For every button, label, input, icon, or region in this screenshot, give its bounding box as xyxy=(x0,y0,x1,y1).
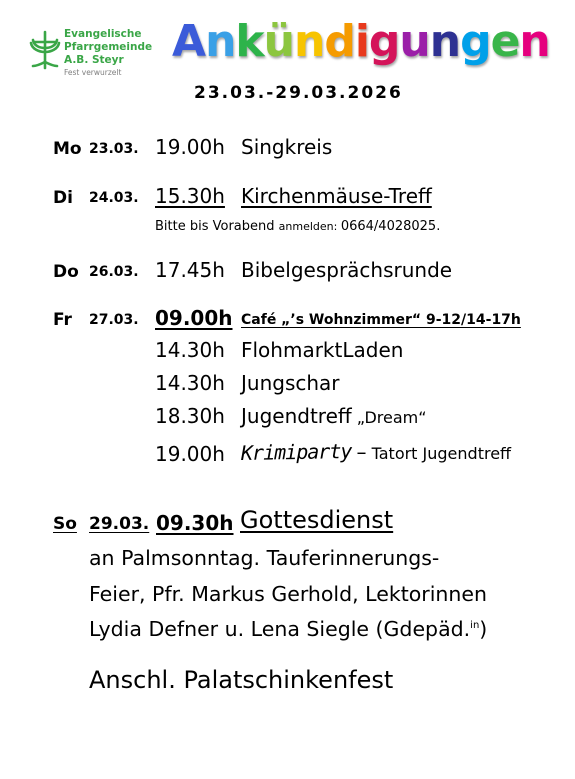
time-label: 19.00h xyxy=(155,135,225,159)
time-label: 09.30h xyxy=(156,511,234,535)
logo-tagline: Fest verwurzelt xyxy=(64,68,122,77)
logo-line-3: A.B. Steyr xyxy=(64,54,124,66)
time-label: 19.00h xyxy=(155,442,225,466)
title-letter: k xyxy=(235,16,264,67)
date-label: 29.03. xyxy=(89,514,150,534)
event-note: Bitte bis Vorabend anmelden: 0664/4028025. xyxy=(155,219,441,234)
title-letter: u xyxy=(399,16,430,67)
title-letter: g xyxy=(460,16,491,67)
event-label: Singkreis xyxy=(241,135,333,159)
title-letter: n xyxy=(293,16,325,67)
title-letter: n xyxy=(205,16,236,67)
title-letter: A xyxy=(172,16,206,67)
date-label: 24.03. xyxy=(89,190,139,206)
time-label: 14.30h xyxy=(155,371,225,395)
time-label: 15.30h xyxy=(155,184,225,208)
event-label: Jugendtreff „Dream“ xyxy=(241,404,427,428)
title-letter: e xyxy=(490,16,520,67)
time-label: 17.45h xyxy=(155,258,225,282)
date-label: 23.03. xyxy=(89,141,139,157)
title-letter: n xyxy=(429,16,461,67)
sunday-text-line: Lydia Defner u. Lena Siegle (Gdepäd.$^{in}$) xyxy=(89,617,488,641)
day-label: Di xyxy=(53,188,73,208)
logo-line-1: Evangelische xyxy=(64,28,142,40)
event-label: Kirchenmäuse-Treff xyxy=(241,184,432,208)
time-label: 09.00h xyxy=(155,306,233,330)
event-label: Bibelgesprächsrunde xyxy=(241,258,453,282)
title-letter: n xyxy=(519,16,550,67)
day-label: Do xyxy=(53,262,79,282)
date-label: 27.03. xyxy=(89,312,139,328)
sunday-text-line: Feier, Pfr. Markus Gerhold, Lektorinnen xyxy=(89,582,487,606)
page-title xyxy=(172,14,550,70)
title-letter: d xyxy=(324,16,355,67)
closing-line: Anschl. Palatschinkenfest xyxy=(89,666,394,694)
day-label: Mo xyxy=(53,139,82,159)
date-label: 26.03. xyxy=(89,264,139,280)
event-label: FlohmarktLaden xyxy=(241,338,404,362)
title-letter: g xyxy=(368,16,400,67)
time-label: 18.30h xyxy=(155,404,225,428)
tree-icon xyxy=(28,28,62,70)
day-label: So xyxy=(53,514,77,534)
logo-line-2: Pfarrgemeinde xyxy=(64,41,153,53)
time-label: 14.30h xyxy=(155,338,225,362)
day-label: Fr xyxy=(53,310,72,330)
event-label: Café „’s Wohnzimmer“ 9-12/14-17h xyxy=(241,312,521,328)
event-label: Gottesdienst xyxy=(240,506,394,534)
date-range: 23.03.-29.03.2026 xyxy=(194,83,403,103)
title-letter: i xyxy=(354,16,369,67)
event-label: Jungschar xyxy=(241,371,340,395)
title-letter: ü xyxy=(263,16,294,67)
sunday-text-line: an Palmsonntag. Tauferinnerungs- xyxy=(89,546,440,570)
event-label: Krimiparty – Tatort Jugendtreff xyxy=(240,439,512,465)
